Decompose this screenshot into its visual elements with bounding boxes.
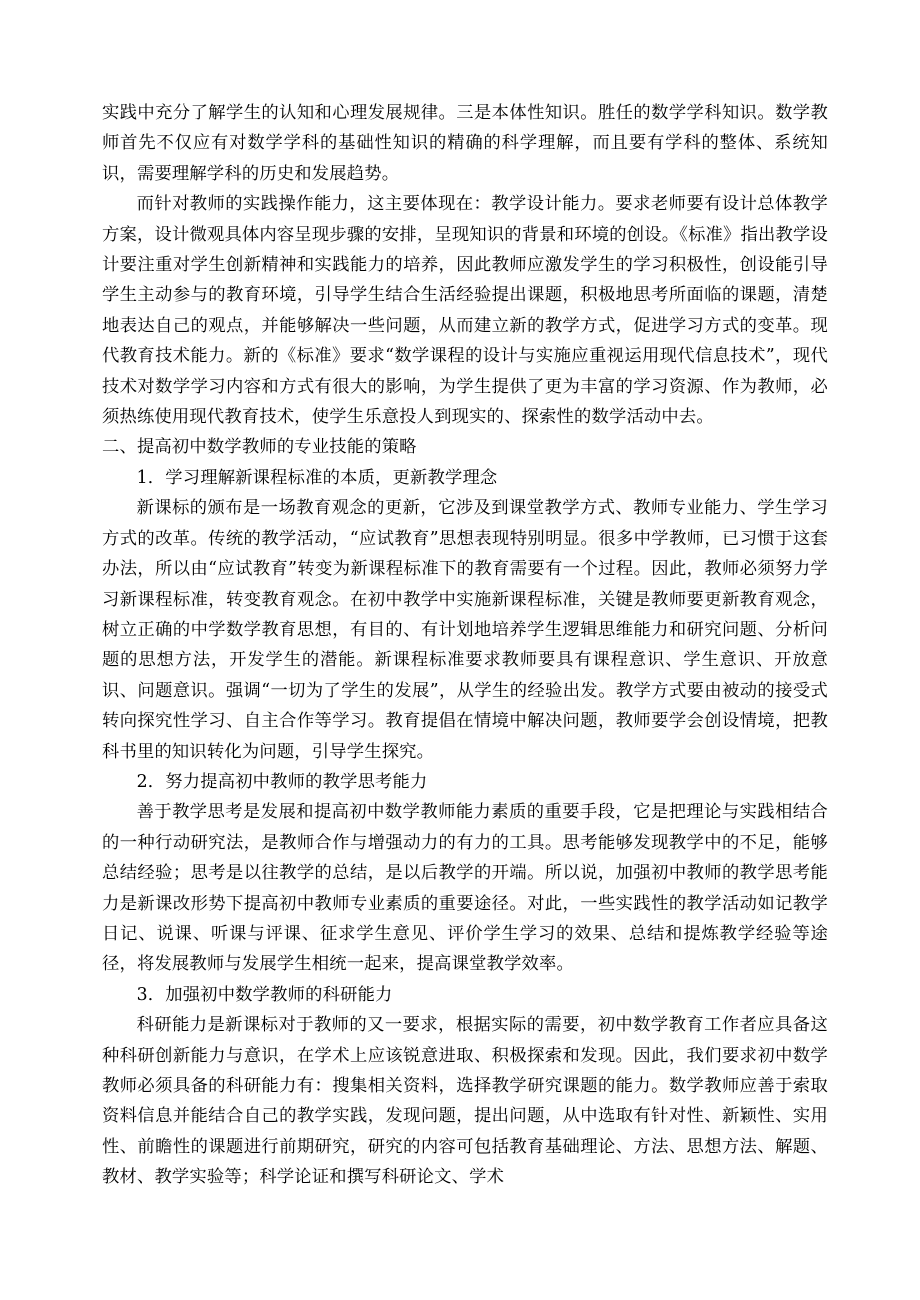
subheading-3: 3．加强初中数学教师的科研能力 [136, 984, 393, 1005]
subheading-2: 2．努力提高初中教师的教学思考能力 [136, 771, 428, 792]
section-heading-strategies: 二、提高初中数学教师的专业技能的策略 [102, 437, 417, 458]
paragraph-research-ability: 科研能力是新课标对于教师的又一要求，根据实际的需要，初中数学教育工作者应具备这种科研创新能力与意识，在学术上应该锐意进取、积极探索和发现。因此，我们要求初中数学教师必须具备的科研能力有：搜集相关资料，选择教学研究课题的能力。数学教师应善于索取资料信息并能结合自己的教学实践，发现问题，提出问题，从中选取有针对性、新颖性、实用性、前瞻性的课题进行前期研究，研究的内容可包括教育基础理论、方法、思想方法、解题、教材、教学实验等；科学论证和撰写科研论文、学术 [102, 1015, 828, 1188]
paragraph-continuation: 实践中充分了解学生的认知和心理发展规律。三是本体性知识。胜任的数学学科知识。数学教师首先不仅应有对数学学科的基础性知识的精确的科学理解，而且要有学科的整体、系统知识，需要理解学科的历史和发展趋势。 [102, 103, 828, 184]
subheading-1: 1．学习理解新课程标准的本质，更新教学理念 [136, 467, 498, 488]
paragraph-teaching-reflection: 善于教学思考是发展和提高初中数学教师能力素质的重要手段，它是把理论与实践相结合的一种行动研究法，是教师合作与增强动力的有力的工具。思考能够发现教学中的不足，能够总结经验；思考是以往教学的总结，是以后教学的开端。所以说，加强初中教师的教学思考能力是新课改形势下提高初中教师专业素质的重要途径。对此，一些实践性的教学活动如记教学日记、说课、听课与评课、征求学生意见、评价学生学习的效果、总结和提炼教学经验等途径，将发展教师与发展学生相统一起来，提高课堂教学效率。 [102, 802, 828, 975]
paragraph-new-curriculum: 新课标的颁布是一场教育观念的更新，它涉及到课堂教学方式、教师专业能力、学生学习方式的改革。传统的教学活动，“应试教育”思想表现特别明显。很多中学教师，已习惯于这套办法，所以由“应试教育”转变为新课程标准下的教育需要有一个过程。因此，教师必须努力学习新课程标准，转变教育观念。在初中教学中实施新课程标准，关键是教师要更新教育观念，树立正确的中学数学教育思想，有目的、有计划地培养学生逻辑思维能力和研究问题、分析问题的思想方法，开发学生的潜能。新课程标准要求教师要具有课程意识、学生意识、开放意识、问题意识。强调“一切为了学生的发展”，从学生的经验出发。教学方式要由被动的接受式转向探究性学习、自主合作等学习。教育提倡在情境中解决问题，教师要学会创设情境，把教科书里的知识转化为问题，引导学生探究。 [102, 498, 828, 762]
paragraph-practical-ability: 而针对教师的实践操作能力，这主要体现在：教学设计能力。要求老师要有设计总体教学方案，设计微观具体内容呈现步骤的安排，呈现知识的背景和环境的创设。《标准》指出教学设计要注重对学生创新精神和实践能力的培养，因此教师应激发学生的学习积极性，创设能引导学生主动参与的教育环境，引导学生结合生活经验提出课题，积极地思考所面临的课题，清楚地表达自己的观点，并能够解决一些问题，从而建立新的教学方式，促进学习方式的变革。现代教育技术能力。新的《标准》要求“数学课程的设计与实施应重视运用现代信息技术”，现代技术对数学学习内容和方式有很大的影响，为学生提供了更为丰富的学习资源、作为教师，必须热练使用现代教育技术，使学生乐意投人到现实的、探索性的数学活动中去。 [102, 194, 828, 428]
document-page [102, 98, 828, 1193]
